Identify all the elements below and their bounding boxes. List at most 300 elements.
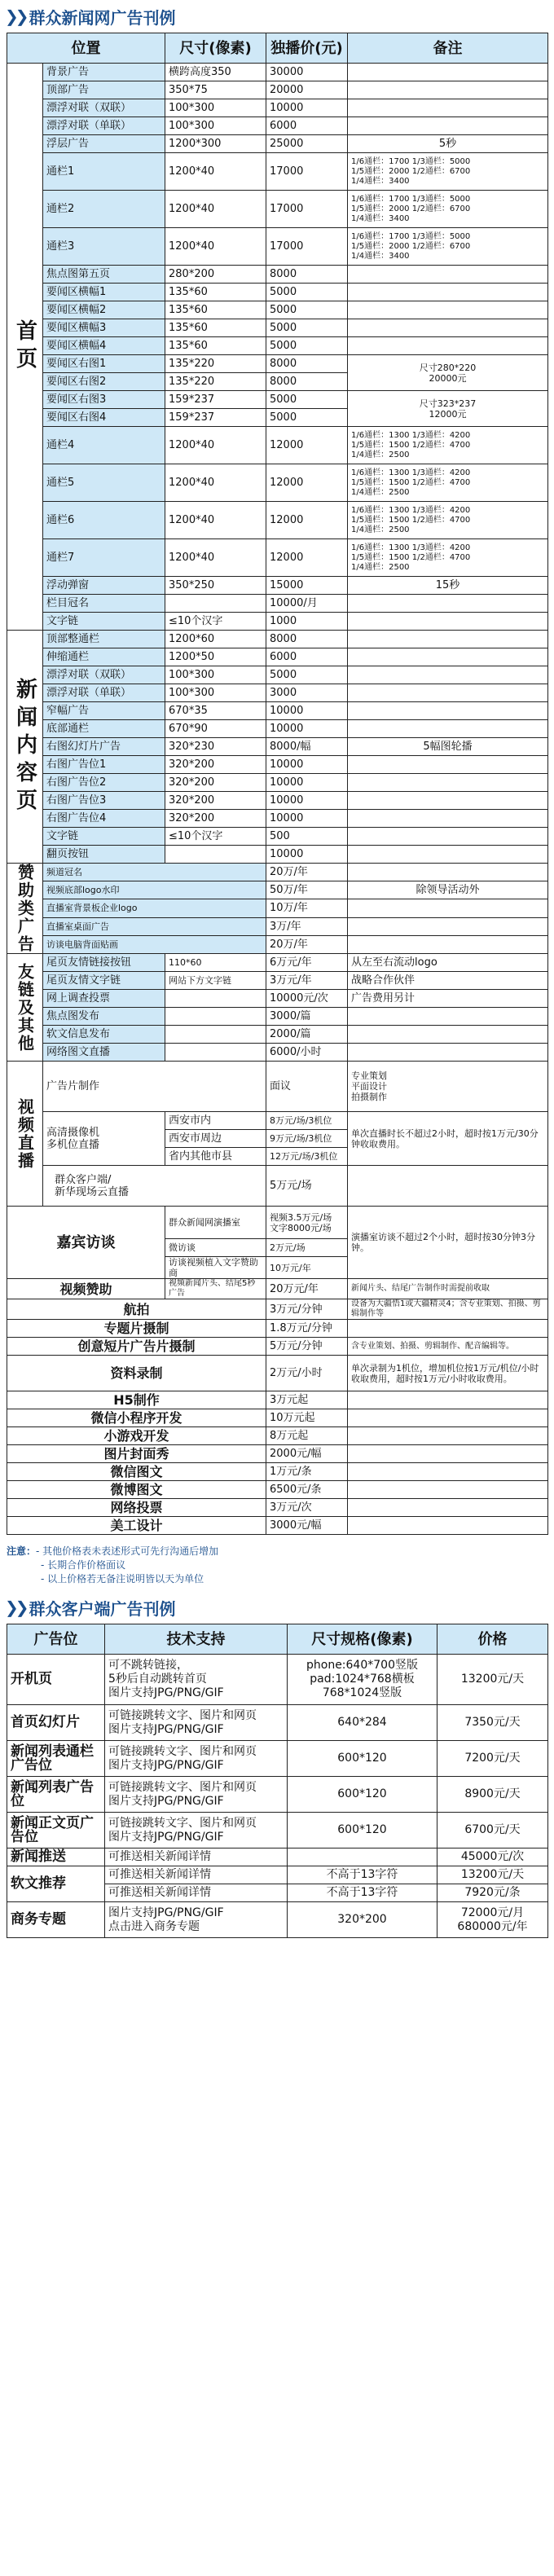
table-cell bbox=[348, 935, 548, 953]
table-cell: 演播室访谈不超过2个小时，超时按30分钟3分钟。 bbox=[348, 1207, 548, 1279]
table-row bbox=[7, 1866, 548, 1884]
table-row bbox=[7, 1008, 548, 1026]
section2-title-text: 群众客户端广告刊例 bbox=[29, 1598, 176, 1619]
table-cell: 10000 bbox=[266, 792, 348, 810]
table-cell bbox=[348, 1409, 548, 1427]
table-row bbox=[7, 631, 548, 648]
table-cell bbox=[348, 810, 548, 828]
table-cell: 8000/幅 bbox=[266, 738, 348, 756]
table-cell bbox=[348, 917, 548, 935]
table-row bbox=[7, 1409, 548, 1427]
table-cell: 微信小程序开发 bbox=[7, 1409, 266, 1427]
table-cell: 尾页友情链接按钮 bbox=[43, 954, 165, 972]
table-cell bbox=[348, 1391, 548, 1409]
table-cell: 10000 bbox=[266, 810, 348, 828]
table-cell bbox=[348, 631, 548, 648]
table-cell: 视频底部logo水印 bbox=[43, 881, 266, 899]
table-cell: 320*200 bbox=[165, 756, 266, 774]
table-cell: 要闻区右图4 bbox=[43, 409, 165, 427]
table-cell: 1200*40 bbox=[165, 539, 266, 577]
table-cell: 通栏3 bbox=[43, 228, 165, 266]
table-cell: 1200*300 bbox=[165, 135, 266, 153]
table-cell: 320*200 bbox=[165, 792, 266, 810]
table-cell: 专业策划 平面设计 拍摄制作 bbox=[348, 1062, 548, 1112]
table-cell: 顶部广告 bbox=[43, 81, 165, 99]
table-row bbox=[7, 301, 548, 319]
table-row bbox=[7, 355, 548, 373]
table-cell: 软文信息发布 bbox=[43, 1026, 165, 1044]
table-cell: 横跨高度350 bbox=[165, 64, 266, 81]
table-cell: 1.8万元/分钟 bbox=[266, 1320, 348, 1338]
table-cell: 7920元/条 bbox=[437, 1884, 548, 1902]
table-row bbox=[7, 1356, 548, 1391]
table-cell: 100*300 bbox=[165, 117, 266, 135]
header-price: 价格 bbox=[437, 1624, 548, 1655]
table-cell bbox=[348, 284, 548, 301]
table-cell bbox=[348, 864, 548, 881]
table-cell: 500 bbox=[266, 828, 348, 846]
table-cell: 12万元/场/3机位 bbox=[266, 1148, 348, 1166]
table-cell: 尾页友情文字链 bbox=[43, 972, 165, 990]
table-cell bbox=[348, 648, 548, 666]
table-row bbox=[7, 756, 548, 774]
table-cell: 5秒 bbox=[348, 135, 548, 153]
table-cell: 640*284 bbox=[288, 1705, 437, 1741]
table-cell: 10000 bbox=[266, 774, 348, 792]
table-row bbox=[7, 1741, 548, 1777]
table-cell: 资料录制 bbox=[7, 1356, 266, 1391]
table-cell: 10000 bbox=[266, 720, 348, 738]
table-cell: 5万元/分钟 bbox=[266, 1338, 348, 1356]
table-cell: 广告片制作 bbox=[43, 1062, 266, 1112]
table-cell bbox=[165, 595, 266, 613]
table-cell bbox=[348, 613, 548, 631]
table-row bbox=[7, 1777, 548, 1813]
table-cell: 13200元/天 bbox=[437, 1655, 548, 1705]
table-cell: 3万元起 bbox=[266, 1391, 348, 1409]
table-cell: 创意短片广告片摄制 bbox=[7, 1338, 266, 1356]
header-position: 位置 bbox=[7, 33, 165, 64]
table-cell bbox=[348, 1166, 548, 1207]
table-cell: 8000 bbox=[266, 373, 348, 391]
table-row bbox=[7, 1445, 548, 1463]
table-row bbox=[7, 1391, 548, 1409]
table-cell: 频道冠名 bbox=[43, 864, 266, 881]
table-row bbox=[7, 228, 548, 266]
table-cell: 10000/月 bbox=[266, 595, 348, 613]
table-cell: 10000 bbox=[266, 756, 348, 774]
table-cell: 15秒 bbox=[348, 577, 548, 595]
table-row bbox=[7, 1044, 548, 1062]
table-cell bbox=[348, 792, 548, 810]
client-price-table bbox=[7, 1624, 548, 1938]
header-tech: 技术支持 bbox=[105, 1624, 288, 1655]
table-cell: 1200*40 bbox=[165, 153, 266, 191]
table-row bbox=[7, 613, 548, 631]
table-cell: 1000 bbox=[266, 613, 348, 631]
table-cell: 西安市周边 bbox=[165, 1130, 266, 1148]
table-cell: 12000 bbox=[266, 427, 348, 464]
table-cell bbox=[165, 1044, 266, 1062]
table-cell: 670*90 bbox=[165, 720, 266, 738]
table-cell: 图片支持JPG/PNG/GIF 点击进入商务专题 bbox=[105, 1902, 288, 1938]
header-note: 备注 bbox=[348, 33, 548, 64]
table-row bbox=[7, 846, 548, 864]
table-cell: 10万/年 bbox=[266, 899, 348, 917]
table-row bbox=[7, 1902, 548, 1938]
table-cell: 不高于13字符 bbox=[288, 1884, 437, 1902]
table-cell: 320*200 bbox=[165, 810, 266, 828]
table-cell: 要闻区右图3 bbox=[43, 391, 165, 409]
table-cell: 159*237 bbox=[165, 391, 266, 409]
table-cell: 10000 bbox=[266, 702, 348, 720]
table-cell: 高清摄像机 多机位直播 bbox=[43, 1112, 165, 1166]
table-cell: 3000/篇 bbox=[266, 1008, 348, 1026]
table-row bbox=[7, 1517, 548, 1535]
table-cell: 直播室背景板企业logo bbox=[43, 899, 266, 917]
table-cell: 25000 bbox=[266, 135, 348, 153]
table-cell bbox=[348, 899, 548, 917]
table-cell bbox=[348, 1044, 548, 1062]
table-cell: 文字链 bbox=[43, 613, 165, 631]
table-row bbox=[7, 684, 548, 702]
section2-title bbox=[0, 1591, 554, 1624]
table-cell: 12000 bbox=[266, 539, 348, 577]
table-cell: 10000 bbox=[266, 99, 348, 117]
table-row bbox=[7, 1427, 548, 1445]
table-cell: 开机页 bbox=[7, 1655, 105, 1705]
table-cell: H5制作 bbox=[7, 1391, 266, 1409]
table-cell: 17000 bbox=[266, 153, 348, 191]
table-cell: 除领导活动外 bbox=[348, 881, 548, 899]
table-cell: 焦点图发布 bbox=[43, 1008, 165, 1026]
table-cell bbox=[348, 99, 548, 117]
table-cell: 通栏7 bbox=[43, 539, 165, 577]
table-cell: 350*75 bbox=[165, 81, 266, 99]
table-cell: 135*60 bbox=[165, 319, 266, 337]
table-cell bbox=[348, 1481, 548, 1499]
table-row bbox=[7, 1499, 548, 1517]
table-cell: 3万/年 bbox=[266, 917, 348, 935]
header-slot: 广告位 bbox=[7, 1624, 105, 1655]
table-cell: 7200元/天 bbox=[437, 1741, 548, 1777]
table-cell: 30000 bbox=[266, 64, 348, 81]
table-cell: 浮层广告 bbox=[43, 135, 165, 153]
table-cell: 专题片摄制 bbox=[7, 1320, 266, 1338]
table-cell bbox=[348, 720, 548, 738]
table-cell: 漂浮对联（双联） bbox=[43, 666, 165, 684]
table-cell: 8000 bbox=[266, 355, 348, 373]
table-cell: 微访谈 bbox=[165, 1239, 266, 1257]
table-row bbox=[7, 1463, 548, 1481]
table-cell bbox=[348, 1008, 548, 1026]
table-cell: 280*200 bbox=[165, 266, 266, 284]
table-cell: 159*237 bbox=[165, 409, 266, 427]
table-cell: 通栏4 bbox=[43, 427, 165, 464]
table-cell: 45000元/次 bbox=[437, 1848, 548, 1866]
table-cell bbox=[348, 117, 548, 135]
table-row bbox=[7, 64, 548, 81]
table-cell bbox=[348, 1499, 548, 1517]
table-cell: 可链接跳转文字、图片和网页 图片支持JPG/PNG/GIF bbox=[105, 1705, 288, 1741]
table-cell: 软文推荐 bbox=[7, 1866, 105, 1902]
table-cell: 设备为大疆悟1或大疆精灵4；含专业策划、拍摄、剪辑制作等 bbox=[348, 1299, 548, 1320]
table-cell: 1200*40 bbox=[165, 191, 266, 228]
table-cell bbox=[348, 702, 548, 720]
table-cell: 图片封面秀 bbox=[7, 1445, 266, 1463]
table-cell: 13200元/天 bbox=[437, 1866, 548, 1884]
table-cell: 可推送相关新闻详情 bbox=[105, 1866, 288, 1884]
table-cell: ≤10个汉字 bbox=[165, 613, 266, 631]
section-label-sponsor: 赞助类广告 bbox=[7, 864, 43, 954]
table-cell: 右图广告位3 bbox=[43, 792, 165, 810]
table-cell bbox=[165, 990, 266, 1008]
table-cell: 新闻列表通栏广告位 bbox=[7, 1741, 105, 1777]
table-cell: 小游戏开发 bbox=[7, 1427, 266, 1445]
notes-block bbox=[0, 1535, 554, 1591]
table-row bbox=[7, 153, 548, 191]
table-cell bbox=[348, 756, 548, 774]
table-cell: 10000元/次 bbox=[266, 990, 348, 1008]
table-row bbox=[7, 539, 548, 577]
table-row bbox=[7, 720, 548, 738]
table-cell: 单次直播时长不超过2小时，超时按1万元/30分钟收取费用。 bbox=[348, 1112, 548, 1166]
table-cell: 17000 bbox=[266, 191, 348, 228]
table-row bbox=[7, 1026, 548, 1044]
table-cell: 战略合作伙伴 bbox=[348, 972, 548, 990]
table-cell: 可推送相关新闻详情 bbox=[105, 1848, 288, 1866]
header-size: 尺寸(像素) bbox=[165, 33, 266, 64]
table-cell: 12000 bbox=[266, 464, 348, 502]
table-cell: 通栏2 bbox=[43, 191, 165, 228]
table-cell: 320*230 bbox=[165, 738, 266, 756]
table-cell: 访谈视频植入文字赞助商 bbox=[165, 1257, 266, 1279]
table-cell: 100*300 bbox=[165, 99, 266, 117]
table-cell: 要闻区横幅4 bbox=[43, 337, 165, 355]
table-cell: 广告费用另计 bbox=[348, 990, 548, 1008]
table-cell: 50万/年 bbox=[266, 881, 348, 899]
table-cell: 焦点图第五页 bbox=[43, 266, 165, 284]
table-cell: 600*120 bbox=[288, 1813, 437, 1848]
table-row bbox=[7, 1481, 548, 1499]
table-row bbox=[7, 1207, 548, 1239]
table-cell: 135*220 bbox=[165, 355, 266, 373]
table-cell bbox=[348, 1463, 548, 1481]
table-cell: 网上调查投票 bbox=[43, 990, 165, 1008]
table-row bbox=[7, 972, 548, 990]
table-row bbox=[7, 648, 548, 666]
table-cell: 1/6通栏：1700 1/3通栏：5000 1/5通栏：2000 1/2通栏：6700 1/4通栏：3400 bbox=[348, 153, 548, 191]
table-cell: 100*300 bbox=[165, 666, 266, 684]
table-cell: 670*35 bbox=[165, 702, 266, 720]
table-row bbox=[7, 502, 548, 539]
table-cell: 首页幻灯片 bbox=[7, 1705, 105, 1741]
table-cell: 5000 bbox=[266, 319, 348, 337]
table-cell: 100*300 bbox=[165, 684, 266, 702]
table-cell: 可链接跳转文字、图片和网页 图片支持JPG/PNG/GIF bbox=[105, 1813, 288, 1848]
table-cell bbox=[348, 1445, 548, 1463]
table-cell: 要闻区横幅1 bbox=[43, 284, 165, 301]
table-cell: 1/6通栏：1300 1/3通栏：4200 1/5通栏：1500 1/2通栏：4700 1/4通栏：2500 bbox=[348, 539, 548, 577]
table-row bbox=[7, 99, 548, 117]
table-cell: 新闻片头、结尾广告制作时需提前收取 bbox=[348, 1279, 548, 1299]
table-cell: 5000 bbox=[266, 391, 348, 409]
section1-title-text: 群众新闻网广告刊例 bbox=[29, 7, 176, 28]
table-cell: 右图广告位4 bbox=[43, 810, 165, 828]
table-row bbox=[7, 774, 548, 792]
table-row bbox=[7, 319, 548, 337]
table-cell: 3万元/次 bbox=[266, 1499, 348, 1517]
table-cell: 美工设计 bbox=[7, 1517, 266, 1535]
table-row bbox=[7, 1848, 548, 1866]
table-cell: 漂浮对联（单联） bbox=[43, 117, 165, 135]
table-row bbox=[7, 1705, 548, 1741]
table-cell: 8000 bbox=[266, 631, 348, 648]
table-row bbox=[7, 1655, 548, 1705]
table-cell: 通栏1 bbox=[43, 153, 165, 191]
table-cell bbox=[348, 774, 548, 792]
table-cell: 5000 bbox=[266, 284, 348, 301]
table-row bbox=[7, 990, 548, 1008]
note-line: - 以上价格若无备注说明皆以天为单位 bbox=[41, 1573, 204, 1585]
table-cell: 135*220 bbox=[165, 373, 266, 391]
table-cell: 1200*40 bbox=[165, 228, 266, 266]
table-row bbox=[7, 1338, 548, 1356]
table-cell: 3000 bbox=[266, 684, 348, 702]
table-cell: 单次录制为1机位，增加机位按1万元/机位/小时收取费用，超时按1万元/小时收取费用。 bbox=[348, 1356, 548, 1391]
table-cell bbox=[348, 337, 548, 355]
table-row bbox=[7, 954, 548, 972]
table-cell: 通栏5 bbox=[43, 464, 165, 502]
table-cell: 110*60 bbox=[165, 954, 266, 972]
table-cell bbox=[348, 64, 548, 81]
table-cell: 3万元/年 bbox=[266, 972, 348, 990]
table-row bbox=[7, 666, 548, 684]
table-row bbox=[7, 427, 548, 464]
table-cell: 从左至右流动logo bbox=[348, 954, 548, 972]
table-cell: phone:640*700竖版 pad:1024*768横板 768*1024竖版 bbox=[288, 1655, 437, 1705]
table-cell: 直播室桌面广告 bbox=[43, 917, 266, 935]
section-label-news: 新闻内容页 bbox=[7, 631, 43, 864]
table-cell bbox=[348, 1517, 548, 1535]
table-cell: 15000 bbox=[266, 577, 348, 595]
table-cell: 6000 bbox=[266, 117, 348, 135]
table-cell: 8000 bbox=[266, 266, 348, 284]
table-cell: 航拍 bbox=[7, 1299, 266, 1320]
table-cell: 1200*40 bbox=[165, 502, 266, 539]
table-cell: 尺寸280*220 20000元 bbox=[348, 355, 548, 391]
table-cell: ≤10个汉字 bbox=[165, 828, 266, 846]
table-row bbox=[7, 792, 548, 810]
table-cell: 含专业策划、拍摄、剪辑制作、配音编辑等。 bbox=[348, 1338, 548, 1356]
table-cell: 20万/年 bbox=[266, 864, 348, 881]
table-cell: 1/6通栏：1300 1/3通栏：4200 1/5通栏：1500 1/2通栏：4700 1/4通栏：2500 bbox=[348, 427, 548, 464]
table-cell: 10000 bbox=[266, 846, 348, 864]
table-cell bbox=[348, 266, 548, 284]
table-cell: 320*200 bbox=[165, 774, 266, 792]
table-cell: 访谈电脑背面贴画 bbox=[43, 935, 266, 953]
table-row bbox=[7, 881, 548, 899]
section-label-home: 首页 bbox=[7, 64, 43, 631]
table-cell: 栏目冠名 bbox=[43, 595, 165, 613]
table-row bbox=[7, 810, 548, 828]
table-cell: 可链接跳转文字、图片和网页 图片支持JPG/PNG/GIF bbox=[105, 1777, 288, 1813]
note-line: - 长期合作价格面议 bbox=[41, 1559, 126, 1571]
table-cell: 要闻区右图1 bbox=[43, 355, 165, 373]
table-cell: 省内其他市县 bbox=[165, 1148, 266, 1166]
table-cell bbox=[348, 828, 548, 846]
header-spec: 尺寸规格(像素) bbox=[288, 1624, 437, 1655]
table-cell: 6000 bbox=[266, 648, 348, 666]
section-label-video-sponsor: 视频赞助 bbox=[7, 1279, 165, 1299]
table-cell: 350*250 bbox=[165, 577, 266, 595]
table-cell: 6万元/年 bbox=[266, 954, 348, 972]
table-cell: 可链接跳转文字、图片和网页 图片支持JPG/PNG/GIF bbox=[105, 1741, 288, 1777]
table-cell bbox=[348, 595, 548, 613]
table-cell: 320*200 bbox=[288, 1902, 437, 1938]
table-cell: 6000/小时 bbox=[266, 1044, 348, 1062]
note-line: - 其他价格表未表述形式可先行沟通后增加 bbox=[36, 1545, 219, 1557]
table-cell: 新闻正文页广告位 bbox=[7, 1813, 105, 1848]
table-cell: 6700元/天 bbox=[437, 1813, 548, 1848]
section-label-friend: 友链及其他 bbox=[7, 954, 43, 1062]
table-row bbox=[7, 284, 548, 301]
table-cell bbox=[348, 846, 548, 864]
table-cell bbox=[348, 81, 548, 99]
table-cell bbox=[348, 1320, 548, 1338]
table-row bbox=[7, 1320, 548, 1338]
table-cell: 5幅图轮播 bbox=[348, 738, 548, 756]
table-cell: 1/6通栏：1300 1/3通栏：4200 1/5通栏：1500 1/2通栏：4700 1/4通栏：2500 bbox=[348, 464, 548, 502]
table-cell bbox=[348, 684, 548, 702]
table-cell: 1200*40 bbox=[165, 464, 266, 502]
table-cell: 浮动弹窗 bbox=[43, 577, 165, 595]
table-cell: 背景广告 bbox=[43, 64, 165, 81]
table-cell: 5000 bbox=[266, 337, 348, 355]
table-cell: 8万元/场/3机位 bbox=[266, 1112, 348, 1130]
table-row bbox=[7, 391, 548, 409]
table-cell: 10万元起 bbox=[266, 1409, 348, 1427]
table-cell: 1200*40 bbox=[165, 427, 266, 464]
table-cell: 3万元/分钟 bbox=[266, 1299, 348, 1320]
table-cell: 20万元/年 bbox=[266, 1279, 348, 1299]
table-row bbox=[7, 935, 548, 953]
table-cell bbox=[288, 1848, 437, 1866]
table-cell bbox=[165, 1026, 266, 1044]
table-cell: 伸缩通栏 bbox=[43, 648, 165, 666]
table-cell: 8万元起 bbox=[266, 1427, 348, 1445]
table-cell: 翻页按钮 bbox=[43, 846, 165, 864]
table-cell: 漂浮对联（双联） bbox=[43, 99, 165, 117]
table-cell bbox=[348, 319, 548, 337]
table-row bbox=[7, 595, 548, 613]
table-row bbox=[7, 135, 548, 153]
table-cell: 不高于13字符 bbox=[288, 1866, 437, 1884]
table-cell: 可不跳转链接， 5秒后自动跳转首页 图片支持JPG/PNG/GIF bbox=[105, 1655, 288, 1705]
double-chevron-icon: ❯❯ bbox=[5, 7, 26, 26]
table-cell: 5000 bbox=[266, 409, 348, 427]
section-label-video: 视频直播 bbox=[7, 1062, 43, 1207]
table-cell: 西安市内 bbox=[165, 1112, 266, 1130]
table-cell: 2万元/小时 bbox=[266, 1356, 348, 1391]
table-cell: 视频3.5万元/场 文字8000元/场 bbox=[266, 1207, 348, 1239]
table-cell: 右图广告位2 bbox=[43, 774, 165, 792]
table-row bbox=[7, 917, 548, 935]
table-cell: 文字链 bbox=[43, 828, 165, 846]
table-cell: 微博图文 bbox=[7, 1481, 266, 1499]
table-cell: 视频新闻片头、结尾5秒广告 bbox=[165, 1279, 266, 1299]
table-cell: 10万元/年 bbox=[266, 1257, 348, 1279]
